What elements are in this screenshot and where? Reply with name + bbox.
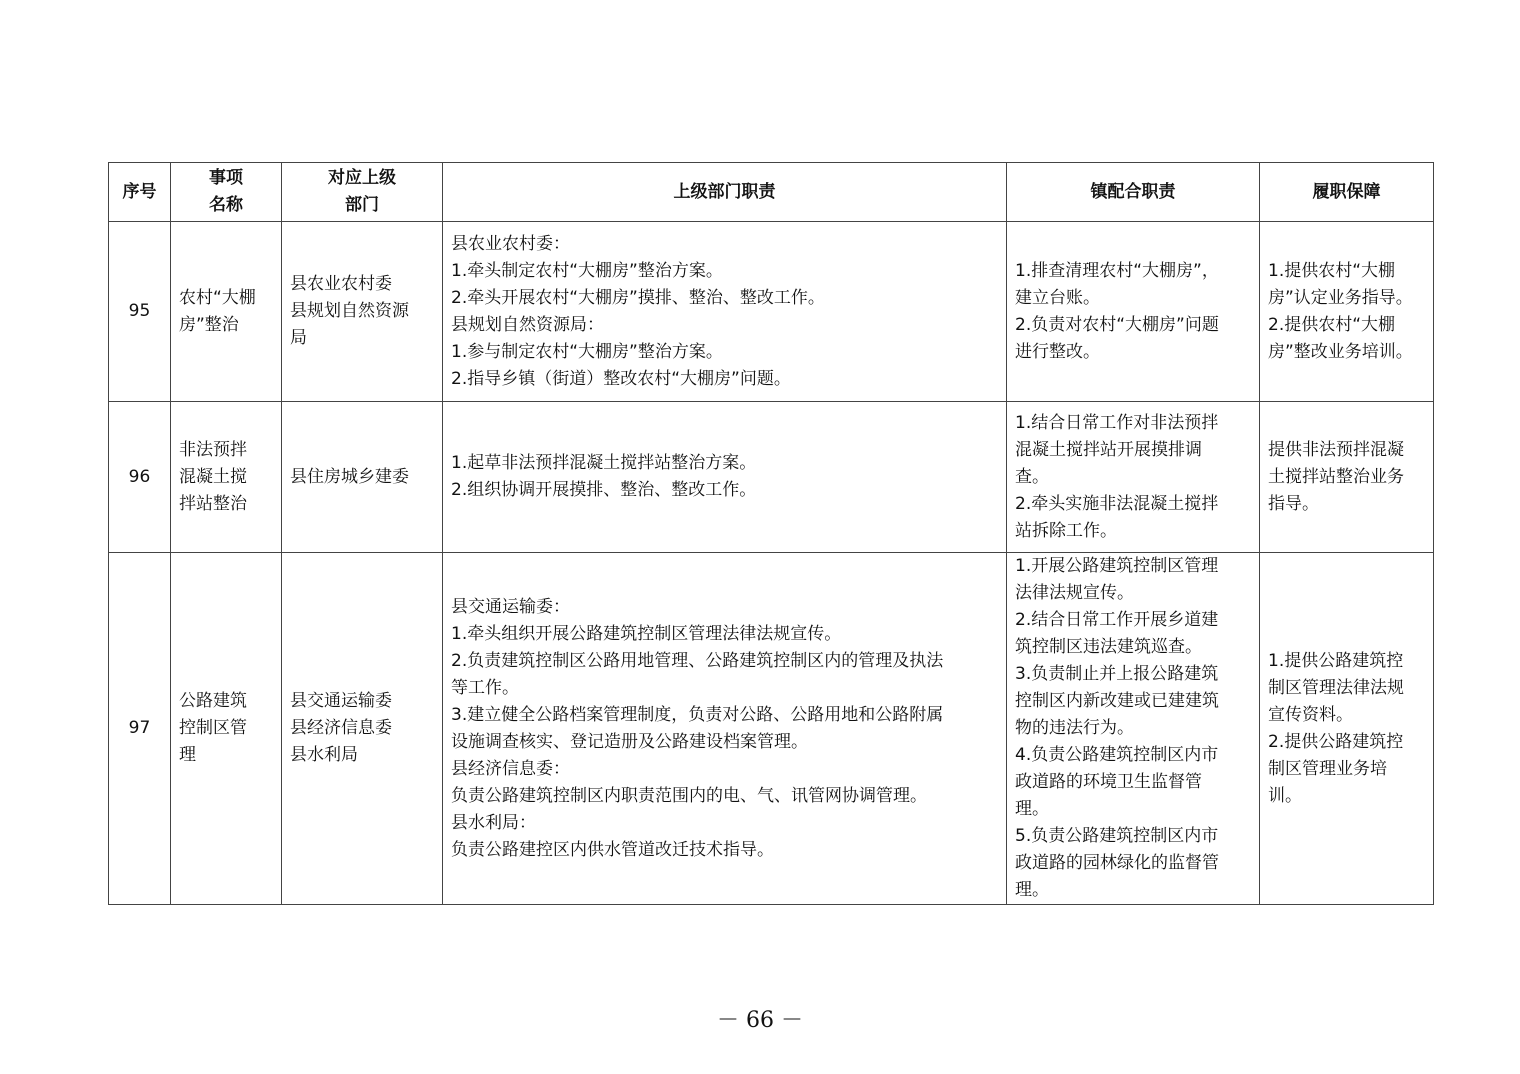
cell-seq: 96 — [109, 402, 171, 553]
cell-line: 2.负责建筑控制区公路用地管理、公路建筑控制区内的管理及执法 — [451, 650, 944, 671]
cell-line: 控制区管 — [179, 718, 247, 738]
cell-line: 1.提供公路建筑控 — [1268, 650, 1404, 671]
cell-item-name — [171, 402, 282, 553]
cell-line: 等工作。 — [451, 677, 519, 698]
cell-line: 制区管理法律法规 — [1268, 677, 1404, 698]
cell-line: 政道路的园林绿化的监督管 — [1015, 853, 1219, 873]
cell-line: 1.排查清理农村“大棚房”， — [1015, 260, 1219, 281]
header-town-duty: 镇配合职责 — [1007, 163, 1260, 222]
cell-line: 设施调查核实、登记造册及公路建设档案管理。 — [451, 731, 808, 752]
cell-line: 指导。 — [1268, 493, 1319, 514]
table-row — [109, 402, 1434, 553]
cell-line: 物的违法行为。 — [1015, 718, 1134, 738]
cell-line: 1.提供农村“大棚 — [1268, 260, 1396, 281]
cell-line: 理。 — [1015, 799, 1049, 819]
cell-line: 训。 — [1268, 785, 1302, 806]
cell-line: 1.起草非法预拌混凝土搅拌站整治方案。 — [451, 453, 757, 473]
cell-line: 房”认定业务指导。 — [1268, 287, 1413, 308]
cell-upper-dept — [282, 402, 443, 553]
cell-line: 县水利局： — [451, 812, 536, 833]
table-row — [109, 553, 1434, 905]
cell-line: 5.负责公路建筑控制区内市 — [1015, 826, 1219, 846]
header-guarantee: 履职保障 — [1260, 163, 1434, 222]
cell-line: 2.提供农村“大棚 — [1268, 314, 1396, 335]
cell-item-name — [171, 222, 282, 402]
cell-line: 县农业农村委： — [451, 233, 570, 254]
cell-line: 2.负责对农村“大棚房”问题 — [1015, 314, 1219, 335]
cell-upper-duty — [443, 553, 1007, 905]
cell-line: 房”整改业务培训。 — [1268, 341, 1413, 362]
cell-line: 县规划自然资源 — [290, 301, 409, 321]
cell-line: 县水利局 — [290, 745, 358, 765]
cell-line: 查。 — [1015, 466, 1049, 487]
cell-line: 1.参与制定农村“大棚房”整治方案。 — [451, 341, 723, 362]
cell-line: 理 — [179, 745, 196, 765]
cell-line: 制区管理业务培 — [1268, 758, 1387, 779]
cell-line: 进行整改。 — [1015, 341, 1100, 362]
header-upper-dept: 对应上级 部门 — [282, 163, 443, 222]
table-row — [109, 222, 1434, 402]
cell-line: 2.结合日常工作开展乡道建 — [1015, 610, 1219, 630]
cell-line: 筑控制区违法建筑巡查。 — [1015, 637, 1202, 657]
cell-line: 负责公路建筑控制区内职责范围内的电、气、讯管网协调管理。 — [451, 785, 927, 806]
cell-line: 建立台账。 — [1015, 287, 1100, 308]
cell-line: 县经济信息委： — [451, 758, 570, 779]
cell-line: 混凝土搅 — [179, 466, 247, 487]
header-seq: 序号 — [109, 163, 171, 222]
header-upper-duty: 上级部门职责 — [443, 163, 1007, 222]
cell-guarantee — [1260, 553, 1434, 905]
cell-line: 站拆除工作。 — [1015, 520, 1117, 541]
cell-upper-duty — [443, 402, 1007, 553]
cell-line: 2.组织协调开展摸排、整治、整改工作。 — [451, 480, 757, 500]
cell-line: 公路建筑 — [179, 691, 247, 711]
cell-line: 2.指导乡镇（街道）整改农村“大棚房”问题。 — [451, 368, 791, 389]
cell-line: 2.提供公路建筑控 — [1268, 731, 1404, 752]
cell-line: 拌站整治 — [179, 493, 247, 514]
cell-upper-dept — [282, 553, 443, 905]
cell-line: 理。 — [1015, 880, 1049, 900]
cell-town-duty — [1007, 553, 1260, 905]
cell-line: 县交通运输委： — [451, 596, 570, 617]
cell-line: 负责公路建控区内供水管道改迁技术指导。 — [451, 839, 774, 860]
cell-town-duty — [1007, 402, 1260, 553]
cell-line: 1.牵头制定农村“大棚房”整治方案。 — [451, 260, 723, 281]
cell-line: 提供非法预拌混凝 — [1268, 439, 1404, 460]
cell-guarantee — [1260, 402, 1434, 553]
header-row — [109, 163, 1434, 222]
cell-upper-dept — [282, 222, 443, 402]
duty-table — [108, 162, 1434, 905]
cell-line: 宣传资料。 — [1268, 704, 1353, 725]
cell-line: 2.牵头实施非法混凝土搅拌 — [1015, 493, 1219, 514]
cell-line: 法律法规宣传。 — [1015, 583, 1134, 603]
cell-line: 控制区内新改建或已建建筑 — [1015, 691, 1219, 711]
cell-line: 局 — [290, 328, 307, 348]
page-number: － 66 － — [717, 1008, 803, 1033]
cell-line: 土搅拌站整治业务 — [1268, 466, 1404, 487]
cell-seq: 97 — [109, 553, 171, 905]
cell-line: 房”整治 — [179, 314, 239, 335]
cell-line: 1.牵头组织开展公路建筑控制区管理法律法规宣传。 — [451, 623, 842, 644]
header-item-name: 事项 名称 — [171, 163, 282, 222]
cell-guarantee — [1260, 222, 1434, 402]
cell-line: 农村“大棚 — [179, 287, 256, 308]
cell-line: 县住房城乡建委 — [290, 466, 409, 487]
cell-line: 4.负责公路建筑控制区内市 — [1015, 745, 1219, 765]
cell-line: 混凝土搅拌站开展摸排调 — [1015, 439, 1202, 460]
cell-upper-duty — [443, 222, 1007, 402]
cell-line: 3.负责制止并上报公路建筑 — [1015, 664, 1219, 684]
cell-line: 政道路的环境卫生监督管 — [1015, 772, 1202, 792]
cell-line: 3.建立健全公路档案管理制度，负责对公路、公路用地和公路附属 — [451, 704, 944, 725]
cell-town-duty — [1007, 222, 1260, 402]
cell-item-name — [171, 553, 282, 905]
cell-line: 2.牵头开展农村“大棚房”摸排、整治、整改工作。 — [451, 287, 825, 308]
cell-line: 县规划自然资源局： — [451, 314, 604, 335]
cell-seq: 95 — [109, 222, 171, 402]
cell-line: 1.开展公路建筑控制区管理 — [1015, 556, 1219, 576]
cell-line: 县经济信息委 — [290, 718, 392, 738]
cell-line: 1.结合日常工作对非法预拌 — [1015, 412, 1219, 433]
cell-line: 县农业农村委 — [290, 274, 392, 294]
cell-line: 非法预拌 — [179, 439, 247, 460]
cell-line: 县交通运输委 — [290, 691, 392, 711]
